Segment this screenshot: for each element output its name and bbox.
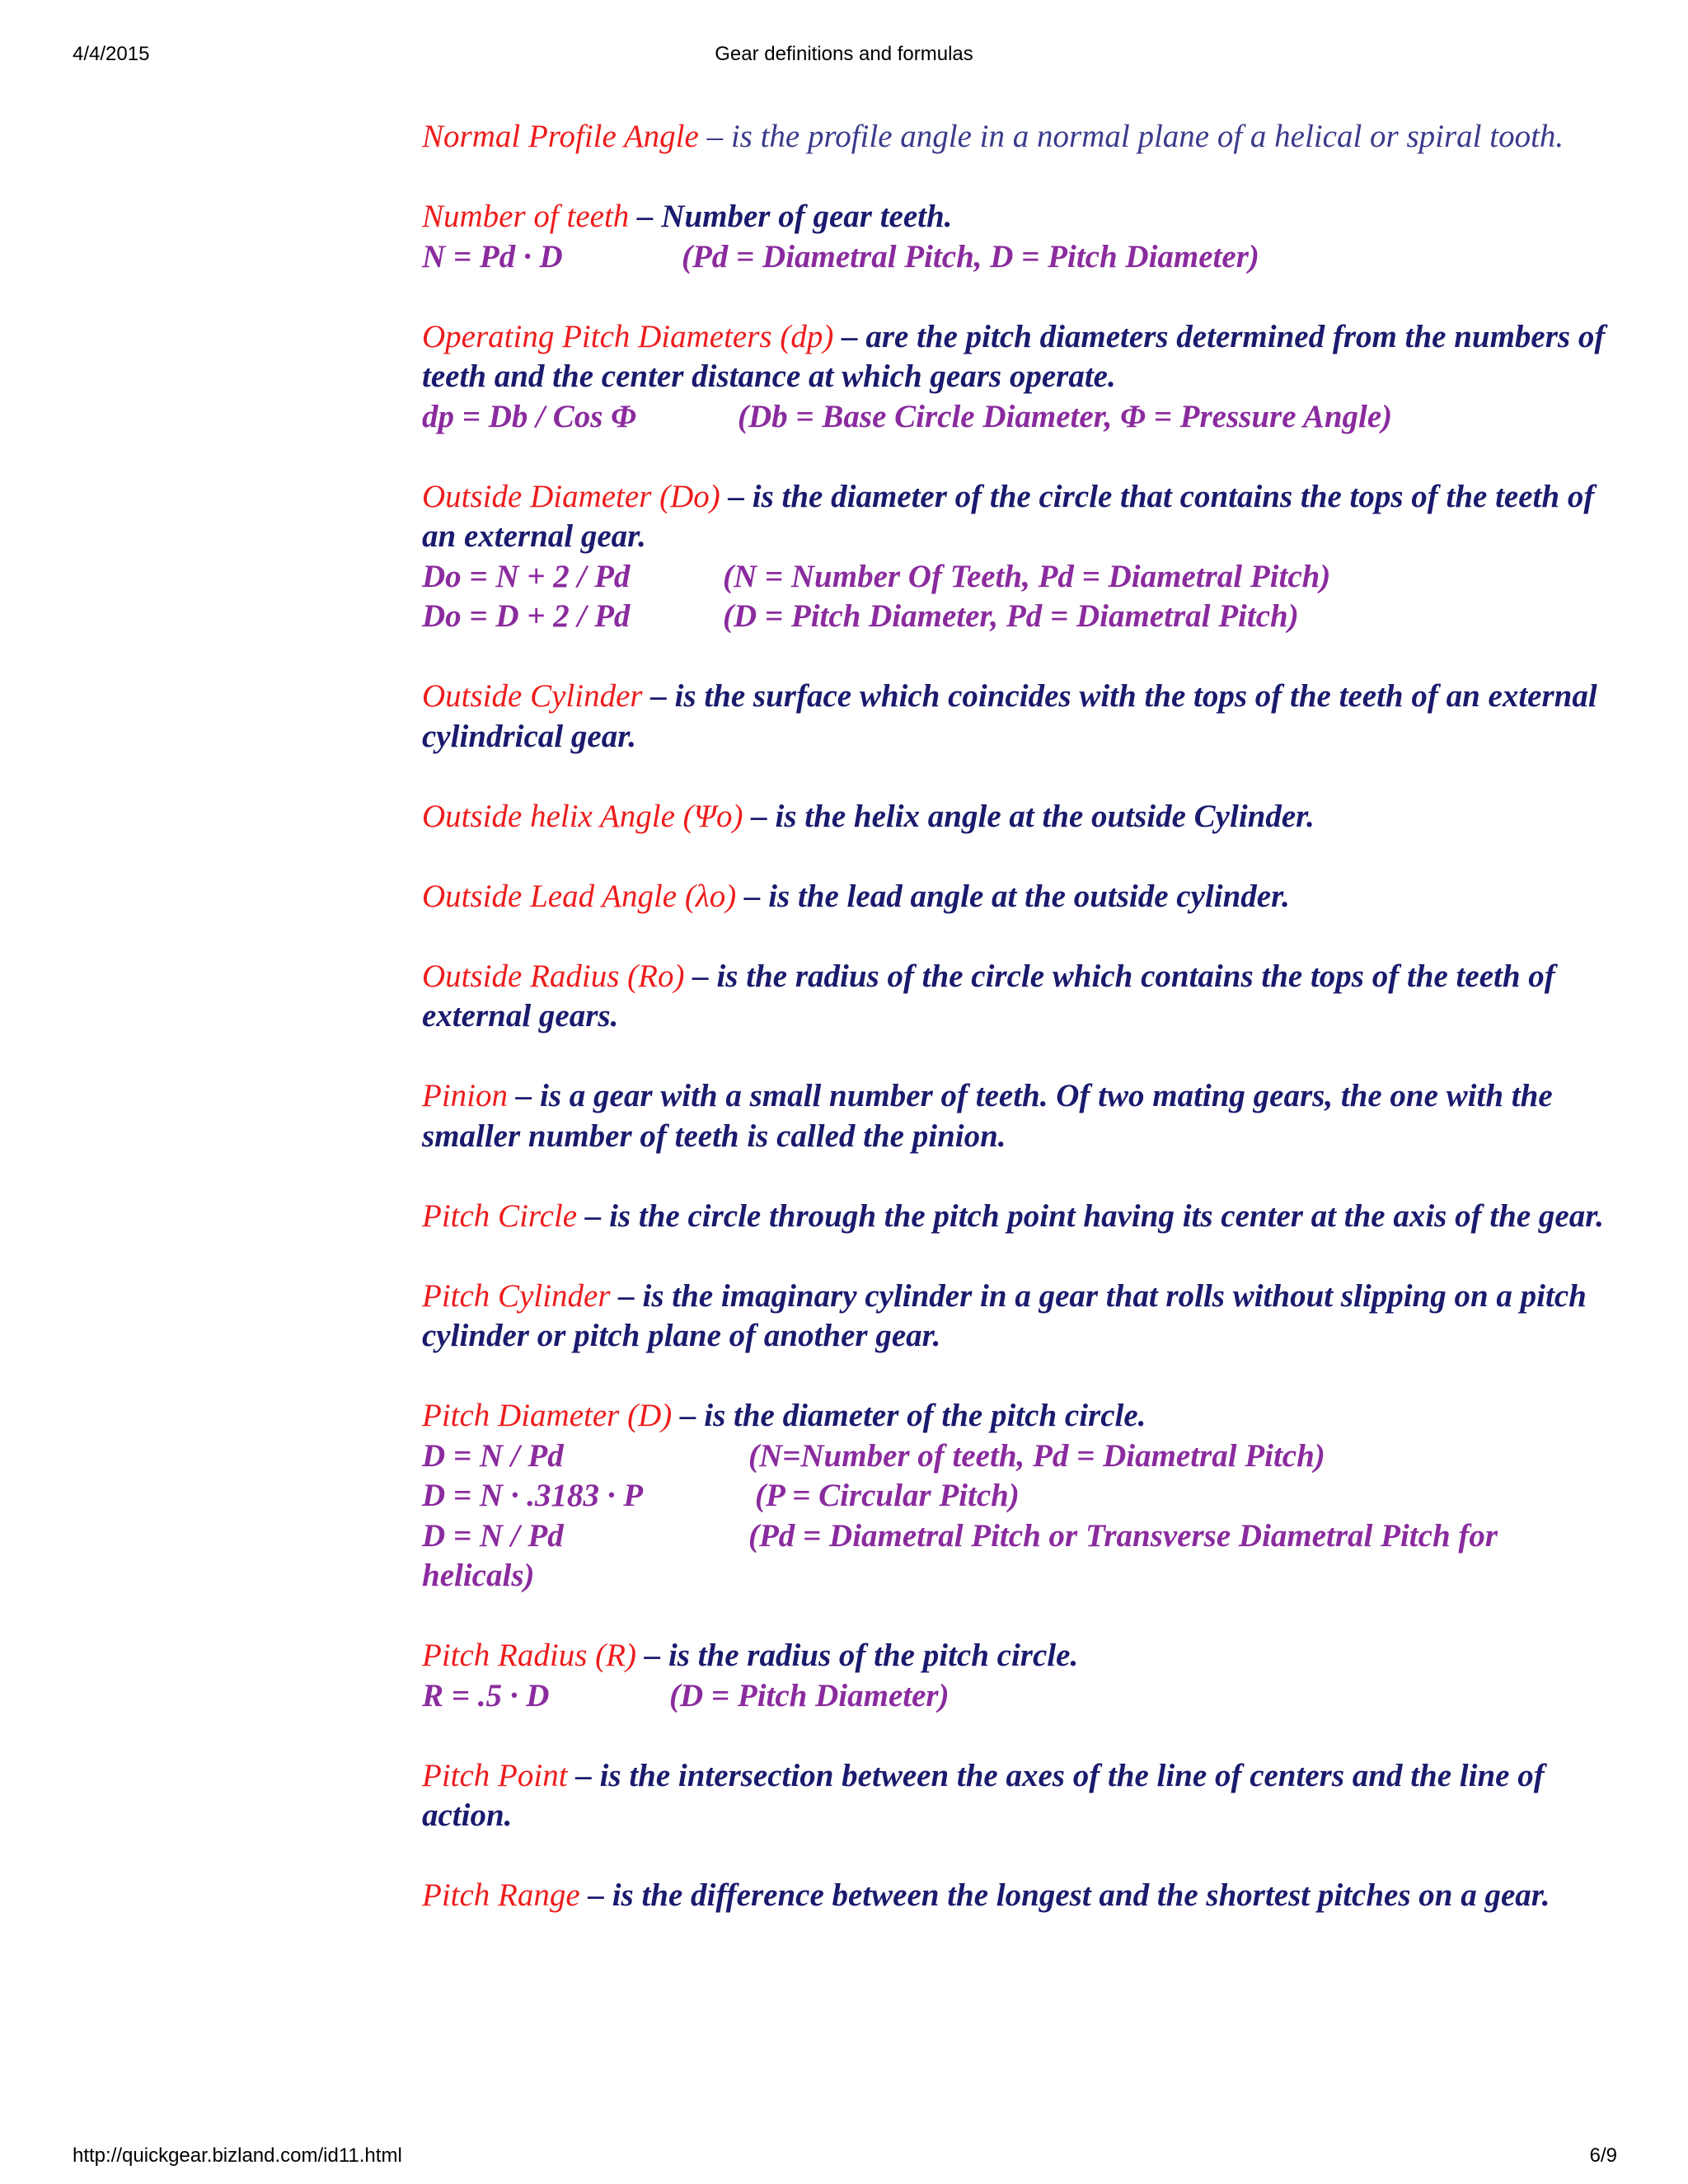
page-number: 6/9 — [1589, 2144, 1617, 2167]
separator: – — [642, 678, 675, 714]
entry-outside-cylinder — [422, 677, 1609, 757]
formula-expression: R = .5 · D — [422, 1677, 550, 1713]
formula-legend: (Pd = Diametral Pitch, D = Pitch Diameter) — [682, 238, 1259, 274]
formula-line — [422, 1476, 1609, 1516]
definition: is the radius of the circle which contains the tops of the teeth of external gears. — [422, 958, 1555, 1033]
entry-pitch-range — [422, 1876, 1609, 1916]
entry-outside-diameter — [422, 477, 1609, 637]
header-date: 4/4/2015 — [73, 43, 150, 65]
definition: is the diameter of the circle that contains the tops of the teeth of an external gear. — [422, 478, 1595, 554]
separator: – — [684, 958, 717, 994]
entry-pinion — [422, 1076, 1609, 1156]
formula-legend: (N = Number Of Teeth, Pd = Diametral Pitch) — [723, 558, 1331, 594]
definition: Number of gear teeth. — [661, 199, 953, 234]
separator: – — [720, 478, 753, 514]
formula-expression: D = N / Pd — [422, 1517, 564, 1554]
separator: – — [743, 798, 776, 834]
formula-expression: Do = N + 2 / Pd — [422, 558, 631, 594]
footer-url[interactable]: http://quickgear.bizland.com/id11.html — [73, 2144, 402, 2167]
formula-legend: (N=Number of teeth, Pd = Diametral Pitch) — [748, 1437, 1325, 1474]
separator: – — [508, 1078, 540, 1113]
formula-line — [422, 1436, 1609, 1477]
term: Number of teeth — [422, 199, 630, 234]
term: Pitch Radius (R) — [422, 1638, 636, 1673]
separator: – — [635, 1638, 668, 1673]
entry-pitch-radius — [422, 1636, 1609, 1716]
formula-line — [422, 1516, 1609, 1557]
definition: is the diameter of the pitch circle. — [704, 1398, 1146, 1433]
definitions-list — [422, 117, 1609, 1956]
definition: is the imaginary cylinder in a gear that rolls without slipping on a pitch cylinder or pitch plane of another gear. — [422, 1277, 1587, 1353]
term: Pitch Diameter (D) — [422, 1398, 673, 1433]
term: Pinion — [422, 1078, 508, 1113]
separator: – — [672, 1398, 705, 1433]
formula-legend: (P = Circular Pitch) — [755, 1478, 1020, 1513]
definition: is the intersection between the axes of the line of centers and the line of action. — [422, 1757, 1545, 1833]
separator: – — [579, 1877, 612, 1913]
formula-line — [422, 237, 1609, 278]
separator: – — [629, 199, 662, 234]
definition: is the circle through the pitch point having its center at the axis of the gear. — [609, 1197, 1605, 1234]
definition: are the pitch diameters determined from the numbers of teeth and the center distance at which gears operate. — [422, 318, 1606, 394]
entry-outside-lead-angle — [422, 877, 1609, 917]
entry-pitch-point — [422, 1756, 1609, 1836]
entry-pitch-cylinder — [422, 1277, 1609, 1357]
formula-legend: (D = Pitch Diameter, Pd = Diametral Pitch) — [723, 598, 1299, 634]
formula-line — [422, 397, 1609, 438]
entry-pitch-diameter — [422, 1396, 1609, 1596]
formula-legend: (Db = Base Circle Diameter, Φ = Pressure Angle) — [738, 398, 1393, 434]
separator: – — [610, 1277, 643, 1314]
formula-legend: (Pd = Diametral Pitch or Transverse Diametral Pitch for — [748, 1517, 1498, 1554]
formula-expression: N = Pd · D — [422, 238, 563, 274]
formula-line — [422, 1676, 1609, 1717]
formula-expression: dp = Db / Cos Φ — [422, 398, 636, 434]
formula-expression: D = N · .3183 · P — [422, 1478, 644, 1513]
term: Normal Profile Angle — [422, 119, 699, 154]
entry-pitch-circle — [422, 1197, 1609, 1237]
term: Pitch Point — [422, 1757, 568, 1793]
term: Operating Pitch Diameters (dp) — [422, 318, 834, 354]
entry-number-of-teeth — [422, 197, 1609, 277]
separator: – — [698, 119, 731, 154]
entry-operating-pitch-diameters — [422, 317, 1609, 438]
definition: is the surface which coincides with the tops of the teeth of an external cylindrical gear. — [422, 678, 1597, 754]
separator: – — [736, 878, 769, 914]
term: Pitch Cylinder — [422, 1277, 611, 1314]
formula-legend: (D = Pitch Diameter) — [669, 1677, 950, 1713]
separator: – — [567, 1757, 600, 1793]
separator: – — [833, 318, 866, 354]
formula-expression: Do = D + 2 / Pd — [422, 598, 631, 634]
term: Outside Lead Angle (λo) — [422, 878, 737, 914]
definition: is the radius of the pitch circle. — [668, 1638, 1079, 1673]
term: Outside Diameter (Do) — [422, 478, 720, 514]
formula-legend-continued: helicals) — [422, 1558, 535, 1593]
formula-expression: D = N / Pd — [422, 1437, 564, 1474]
entry-normal-profile-angle — [422, 117, 1609, 157]
separator: – — [577, 1197, 610, 1234]
term: Outside Radius (Ro) — [422, 958, 685, 994]
entry-outside-helix-angle — [422, 797, 1609, 837]
term: Pitch Range — [422, 1877, 580, 1913]
formula-line — [422, 557, 1609, 598]
definition: is the helix angle at the outside Cylinder. — [775, 798, 1315, 834]
term: Outside helix Angle (Ψo) — [422, 798, 743, 834]
term: Outside Cylinder — [422, 678, 643, 714]
term: Pitch Circle — [422, 1197, 578, 1234]
header-title: Gear definitions and formulas — [715, 43, 973, 65]
entry-outside-radius — [422, 957, 1609, 1037]
definition: is the profile angle in a normal plane of a helical or spiral tooth. — [730, 119, 1564, 154]
formula-line-continued — [422, 1556, 1609, 1596]
definition: is a gear with a small number of teeth. Of two mating gears, the one with the smaller number of teeth is called the pinion. — [422, 1078, 1553, 1154]
definition: is the lead angle at the outside cylinder. — [768, 878, 1290, 914]
formula-line — [422, 597, 1609, 637]
definition: is the difference between the longest and the shortest pitches on a gear. — [612, 1877, 1550, 1913]
